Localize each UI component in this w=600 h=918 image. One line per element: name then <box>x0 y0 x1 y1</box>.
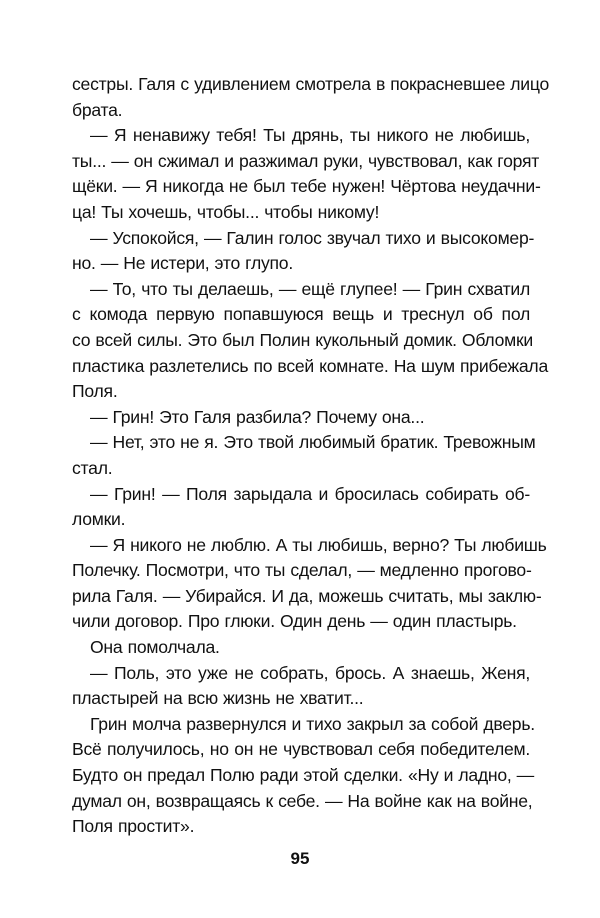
text-line: с комода первую попавшуюся вещь и треснул об пол <box>72 304 530 325</box>
text-line: — Я ненавижу тебя! Ты дрянь, ты никого не любишь, <box>90 125 530 146</box>
text-line: Грин молча развернулся и тихо закрыл за собой дверь. <box>90 713 535 734</box>
text-line: — То, что ты делаешь, — ещё глупее! — Грин схватил <box>90 278 530 299</box>
text-line: рила Галя. — Убирайся. И да, можешь считать, мы заклю- <box>72 585 542 606</box>
text-line: — Поль, это уже не собрать, брось. А знаешь, Женя, <box>90 662 530 683</box>
text-line: думал он, возвращаясь к себе. — На войне как на войне, <box>72 790 533 811</box>
text-line: чили договор. Про глюки. Один день — один пластырь. <box>72 611 517 632</box>
text-line: щёки. — Я никогда не был тебе нужен! Чёртова неудачни- <box>72 176 541 197</box>
page-body-text <box>72 72 550 840</box>
text-line: Она помолчала. <box>90 637 220 658</box>
text-line: пластырей на всю жизнь не хватит... <box>72 688 364 709</box>
page-number: 95 <box>290 849 310 868</box>
text-line: стал. <box>72 457 113 478</box>
text-line: пластика разлетелись по всей комнате. На шум прибежала <box>72 355 548 376</box>
text-line: Поля простит». <box>72 816 195 837</box>
text-line: Полечку. Посмотри, что ты сделал, — медленно прогово- <box>72 560 532 581</box>
text-line: Поля. <box>72 381 118 402</box>
text-line: Всё получилось, но он не чувствовал себя победителем. <box>72 739 530 760</box>
text-line: — Грин! Это Галя разбила? Почему она... <box>90 406 425 427</box>
text-line: — Я никого не люблю. А ты любишь, верно? Ты любишь <box>90 534 547 555</box>
text-line: но. — Не истери, это глупо. <box>72 253 293 274</box>
text-line: ломки. <box>72 509 126 530</box>
text-line: сестры. Галя с удивлением смотрела в покрасневшее лицо <box>72 74 550 94</box>
text-line: — Успокойся, — Галин голос звучал тихо и высокомер- <box>90 227 535 248</box>
text-line: брата. <box>72 99 123 120</box>
text-line: — Нет, это не я. Это твой любимый братик. Тревожным <box>90 432 536 453</box>
text-line: ца! Ты хочешь, чтобы... чтобы никому! <box>72 201 380 222</box>
text-line: — Грин! — Поля зарыдала и бросилась собирать об- <box>90 483 530 504</box>
text-line: ты... — он сжимал и разжимал руки, чувствовал, как горят <box>72 150 540 171</box>
text-line: Будто он предал Полю ради этой сделки. «Ну и ладно, — <box>72 765 535 786</box>
text-line: со всей силы. Это был Полин кукольный домик. Обломки <box>72 329 534 350</box>
